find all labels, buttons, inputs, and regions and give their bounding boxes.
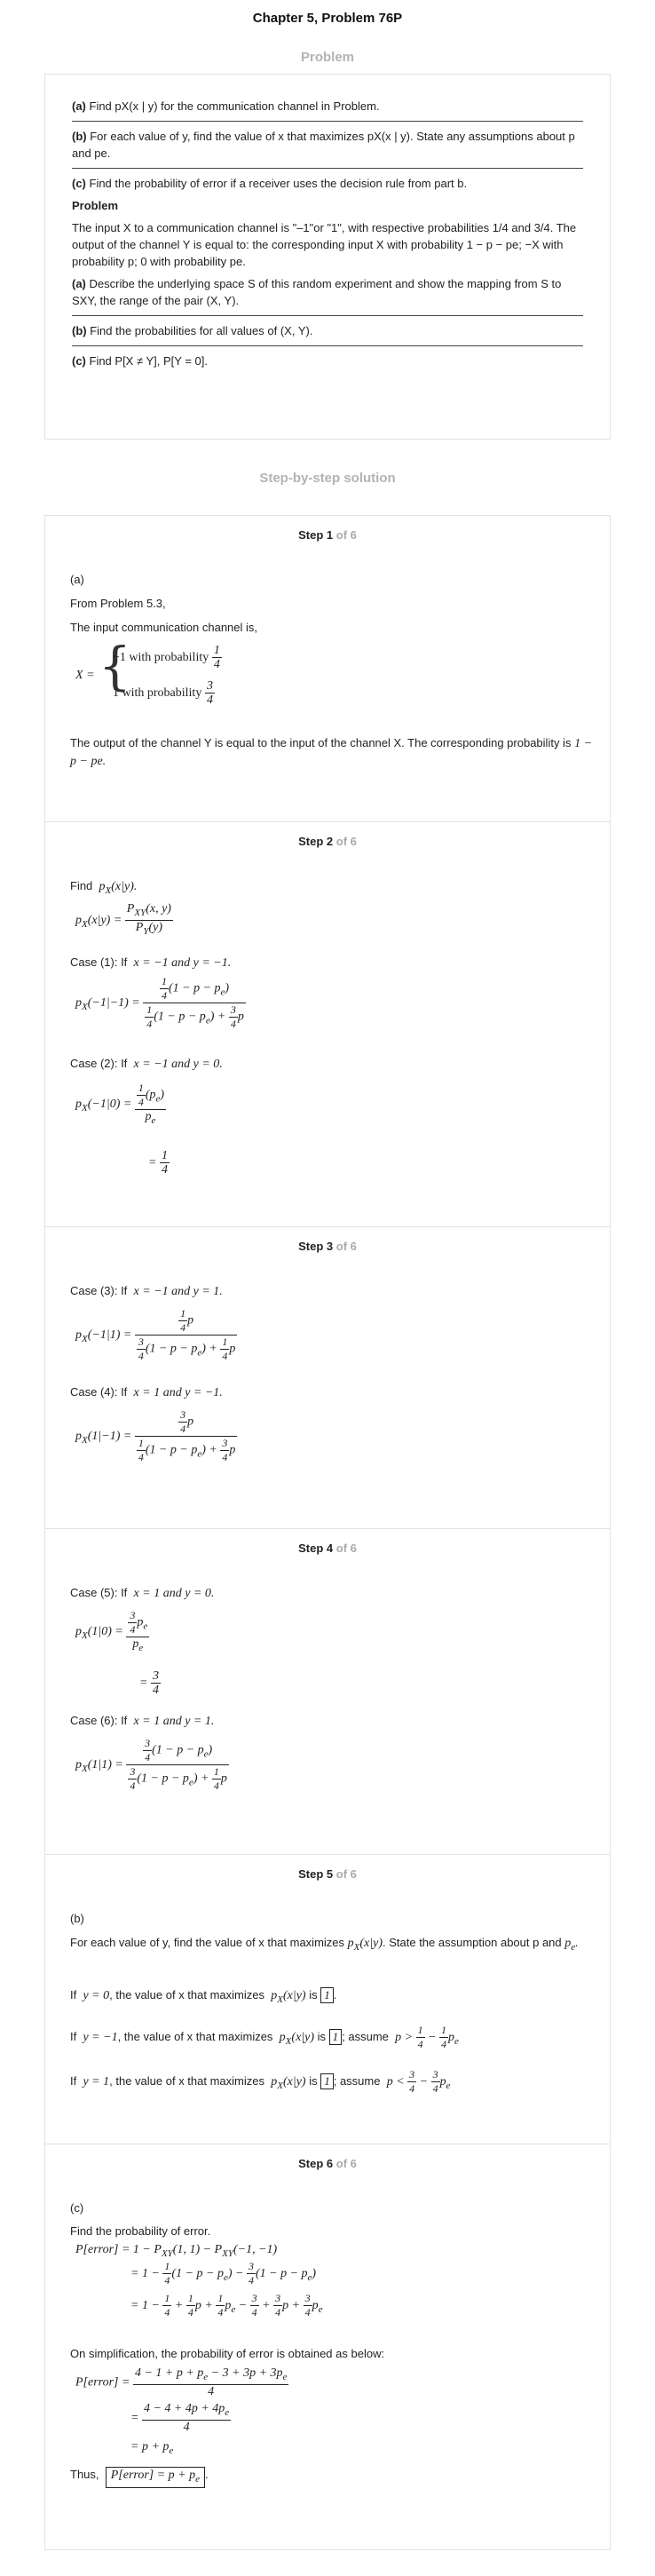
step5-statement: For each value of y, find the value of x that maximizes $p_X(x|y)$. State the assumption about p and $p_e$. bbox=[70, 1936, 579, 1953]
step5-case-ym1: If y = −1, the value of x that maximizes $p_X(x|y)$ is 1 ; assume p > $\frac{1}{4}$ − $\frac{1}{4}$ $p_e$ bbox=[70, 2024, 459, 2050]
problem-part-a2: (a) Describe the underlying space S of this random experiment and show the mapping from S to SXY, the range of the pair (X, Y). bbox=[72, 277, 562, 307]
step-2 bbox=[44, 821, 611, 1226]
step3-case4: Case (4): If x = 1 and y = −1. bbox=[70, 1385, 223, 1399]
step2-eq-case2: $p_X(-1|0)$ = $\frac{1}{4}$ $(p_e)$ $p_e$ bbox=[75, 1082, 165, 1126]
step4-eq-case5-result: = $\frac{3}{4}$ bbox=[139, 1669, 159, 1697]
step6-eq-line3: = 1 − $\frac{1}{4}$ + $\frac{1}{4}$ p + $\frac{1}{4}$ $p_e$ − $\frac{3}{4}$ + $\frac{3}{4}$ p + $\frac{3}{4}$ $p_e$ bbox=[130, 2292, 323, 2318]
final-answer-box: P[error] = $p + p_e$ bbox=[106, 2467, 205, 2488]
step3-case3: Case (3): If x = −1 and y = 1. bbox=[70, 1284, 223, 1298]
step-6 bbox=[44, 2144, 611, 2550]
problem-part-b2: (b) Find the probabilities for all values of (X, Y). bbox=[72, 324, 313, 337]
step-1: Step 1 of 6 (a) From Problem 5.3, The input communication channel is, X = { −1 with probability $\frac{1}{4}$ 1 with probability $\frac{3}{4}$ The output of the channel Y is equal to the input of the channel X. The corresponding probability is 1 − p − pe. bbox=[44, 515, 611, 821]
problem-sub-heading: Problem bbox=[72, 199, 119, 212]
step-header: Step 1 of 6 bbox=[298, 528, 357, 542]
problem-part-a: (a) Find pX(x | y) for the communication channel in Problem. bbox=[72, 99, 380, 113]
step4-case5: Case (5): If x = 1 and y = 0. bbox=[70, 1586, 215, 1600]
step6-eq-simpl3: = $p + p_e$ bbox=[130, 2440, 174, 2456]
answer-box: 1 bbox=[320, 2073, 334, 2089]
step4-case6: Case (6): If x = 1 and y = 1. bbox=[70, 1714, 215, 1728]
step2-find: Find $p_X(x|y)$. bbox=[70, 879, 138, 896]
problem-part-c: (c) Find the probability of error if a receiver uses the decision rule from part b. bbox=[72, 177, 468, 190]
divider bbox=[72, 315, 583, 316]
step6-eq-line2: = 1 − $\frac{1}{4}$ $(1 - p - p_e)$ − $\frac{3}{4}$ $(1 - p - p_e)$ bbox=[130, 2260, 317, 2287]
step-4 bbox=[44, 1528, 611, 1854]
step4-eq-case6: $p_X(1|1)$ = $\frac{3}{4}$ $(1 - p - p_e)$ $\frac{3}{4}$ $(1 - p - p_e)$ + $\frac{1}{4}$ p bbox=[75, 1737, 227, 1792]
step-header: Step 6 of 6 bbox=[298, 2157, 357, 2170]
step2-case1: Case (1): If x = −1 and y = −1. bbox=[70, 955, 232, 970]
answer-box: 1 bbox=[320, 1987, 334, 2003]
step2-case2: Case (2): If x = −1 and y = 0. bbox=[70, 1057, 223, 1071]
divider bbox=[72, 345, 583, 346]
step6-final: Thus, P[error] = $p + p_e$ . bbox=[70, 2466, 209, 2488]
step2-eq-case1: $p_X(-1|-1)$ = $\frac{1}{4}$ $(1 - p - p_e)$ $\frac{1}{4}$ $(1 - p - p_e)$ + $\frac{3}{4}$ p bbox=[75, 975, 244, 1030]
step6-eq-line1: P[error] = $1 - P_{XY}(1$, $1) - P_{XY}(-1$, −1) bbox=[75, 2243, 278, 2259]
step6-eq-simpl2: = $\frac{4 - 4 + 4p + 4p_e}{4}$ bbox=[130, 2402, 230, 2434]
step-5 bbox=[44, 1854, 611, 2144]
step-3 bbox=[44, 1226, 611, 1528]
step5-case-y1: If y = 1, the value of x that maximizes $p_X(x|y)$ is 1 ; assume p < $\frac{3}{4}$ − $\frac{3}{4}$ $p_e$ bbox=[70, 2068, 451, 2095]
step1-part: (a) bbox=[70, 573, 84, 586]
problem-body: The input X to a communication channel is "–1"or "1", with respective probabilities 1/4 and 3/4. The output of the channel Y is equal to: the corresponding input X with probability 1 − p − pe; −X with probability p; 0 with probability pe. bbox=[72, 221, 577, 268]
problem-card bbox=[44, 74, 611, 440]
step6-simplification: On simplification, the probability of error is obtained as below: bbox=[70, 2347, 385, 2360]
step2-eq-definition: $p_X(x|y)$ = $\frac{P_{XY}(x, y)}{P_Y(y)}$ bbox=[75, 902, 171, 937]
step5-part: (b) bbox=[70, 1912, 84, 1925]
step5-case-y0: If y = 0, the value of x that maximizes $p_X(x|y)$ is 1 . bbox=[70, 1988, 337, 2005]
step4-eq-case5: $p_X(1|0)$ = $\frac{3}{4}$ $p_e$ $p_e$ bbox=[75, 1609, 148, 1653]
step6-find: Find the probability of error. bbox=[70, 2224, 211, 2238]
step1-output-text: The output of the channel Y is equal to the input of the channel X. The corresponding probability is 1 − p − pe. bbox=[70, 736, 593, 768]
answer-box: 1 bbox=[329, 2029, 343, 2045]
step3-eq-case3: $p_X(-1|1)$ = $\frac{1}{4}$ p $\frac{3}{4}$ $(1 - p - p_e)$ + $\frac{1}{4}$ p bbox=[75, 1307, 236, 1362]
step1-from: From Problem 5.3, bbox=[70, 597, 166, 610]
divider bbox=[72, 121, 583, 122]
step-header: Step 3 of 6 bbox=[298, 1240, 357, 1253]
step6-eq-simpl1: P[error] = $\frac{4 - 1 + p + p_e - 3 + 3p + 3p_e}{4}$ bbox=[75, 2366, 288, 2398]
step3-eq-case4: $p_X(1|-1)$ = $\frac{3}{4}$ p $\frac{1}{4}$ $(1 - p - p_e)$ + $\frac{3}{4}$ p bbox=[75, 1408, 236, 1463]
page-title: Chapter 5, Problem 76P bbox=[252, 11, 403, 26]
solution-section-label: Step-by-step solution bbox=[259, 471, 396, 486]
step2-eq-case2-result: = $\frac{1}{4}$ bbox=[148, 1149, 168, 1177]
problem-part-b: (b) For each value of y, find the value of x that maximizes pX(x | y). State any assumptions about p and pe. bbox=[72, 130, 575, 160]
problem-section-label: Problem bbox=[300, 50, 354, 65]
step6-part: (c) bbox=[70, 2201, 84, 2215]
step-header: Step 2 of 6 bbox=[298, 835, 357, 848]
step1-intro: The input communication channel is, bbox=[70, 621, 258, 634]
step-header: Step 4 of 6 bbox=[298, 1542, 357, 1555]
divider bbox=[72, 168, 583, 169]
step-header: Step 5 of 6 bbox=[298, 1867, 357, 1881]
problem-part-c2: (c) Find P[X ≠ Y], P[Y = 0]. bbox=[72, 354, 208, 368]
